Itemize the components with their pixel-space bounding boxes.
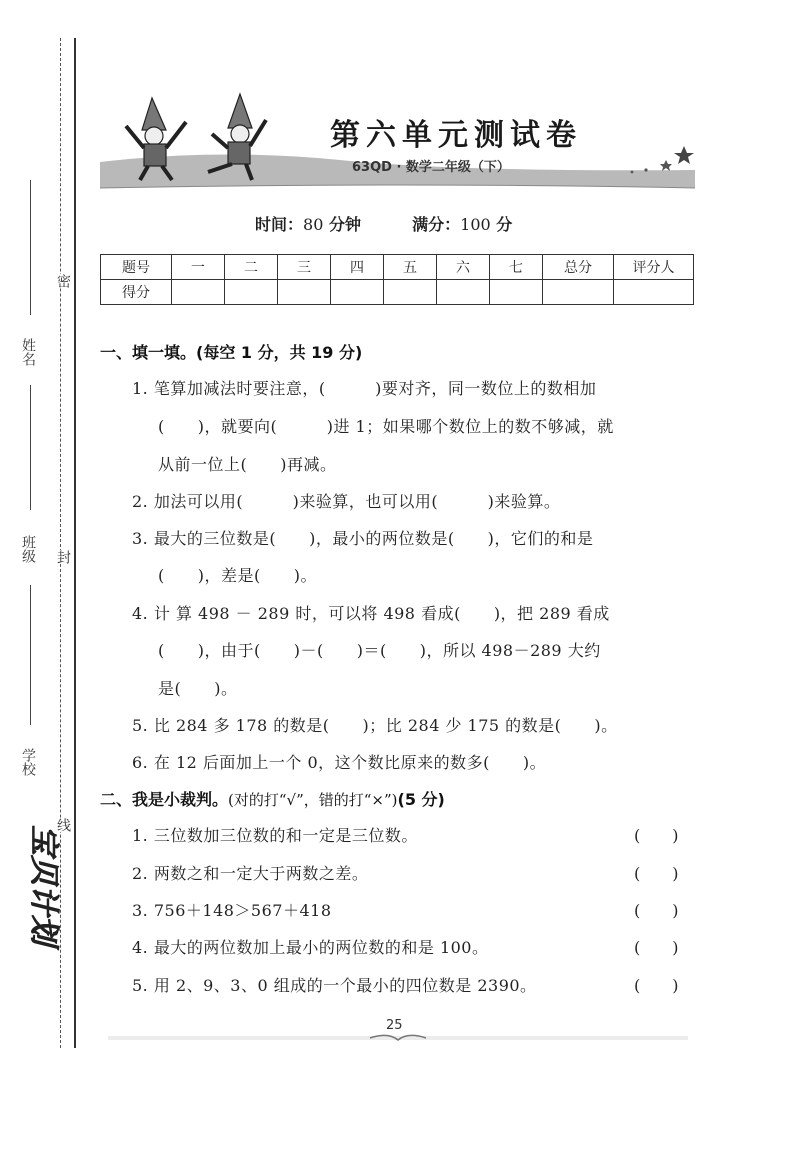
binding-solid-line bbox=[74, 38, 76, 1048]
question-line: 是( )。 bbox=[158, 679, 238, 698]
table-cell: 二 bbox=[225, 255, 278, 280]
score-input-cell[interactable] bbox=[614, 280, 694, 305]
question-line: ( )，由于( )－( )＝( )，所以 498－289 大约 bbox=[158, 641, 601, 660]
page-subtitle: 63QD · 数学二年级（下） bbox=[352, 160, 510, 175]
section2-points: (5 分) bbox=[397, 790, 445, 809]
name-label: 姓名 bbox=[20, 338, 36, 366]
judge-item: 1. 三位数加三位数的和一定是三位数。 bbox=[132, 826, 418, 845]
answer-blank[interactable]: ( ) bbox=[634, 864, 679, 883]
name-underline bbox=[30, 180, 31, 315]
score-label: 满分： bbox=[412, 215, 461, 234]
judge-item: 5. 用 2、9、3、0 组成的一个最小的四位数是 2390。 bbox=[132, 976, 537, 995]
section1-heading bbox=[100, 340, 362, 363]
table-cell: 总分 bbox=[543, 255, 614, 280]
question-line: 从前一位上( )再减。 bbox=[158, 455, 337, 474]
answer-blank[interactable]: ( ) bbox=[634, 976, 679, 995]
score-input-cell[interactable] bbox=[278, 280, 331, 305]
question-line: 4. 计 算 498 － 289 时，可以将 498 看成( )，把 289 看成 bbox=[132, 604, 610, 623]
section1-points: (每空 1 分，共 19 分) bbox=[196, 343, 363, 362]
judge-item: 2. 两数之和一定大于两数之差。 bbox=[132, 864, 369, 883]
score-input-cell[interactable] bbox=[172, 280, 225, 305]
question-line: 2. 加法可以用( )来验算，也可以用( )来验算。 bbox=[132, 492, 561, 511]
answer-blank[interactable]: ( ) bbox=[634, 826, 679, 845]
score-input-cell[interactable] bbox=[490, 280, 543, 305]
score-input-cell[interactable] bbox=[437, 280, 490, 305]
question-line: ( )，差是( )。 bbox=[158, 566, 317, 585]
table-cell: 七 bbox=[490, 255, 543, 280]
school-underline bbox=[30, 585, 31, 725]
section2-instruction: (对的打“√”，错的打“×”) bbox=[228, 791, 398, 809]
time-unit: 分钟 bbox=[328, 215, 361, 234]
judge-item: 4. 最大的两位数加上最小的两位数的和是 100。 bbox=[132, 938, 489, 957]
table-cell: 五 bbox=[384, 255, 437, 280]
question-line: 5. 比 284 多 178 的数是( )；比 284 少 175 的数是( )。 bbox=[132, 716, 618, 735]
time-value: 80 bbox=[303, 215, 324, 234]
seal-char-feng: 封 bbox=[55, 550, 71, 564]
question-line: 6. 在 12 后面加上一个 0，这个数比原来的数多( )。 bbox=[132, 753, 547, 772]
judge-item: 3. 756＋148＞567＋418 bbox=[132, 901, 332, 920]
section2-heading bbox=[100, 787, 445, 810]
question-line: ( )，就要向( )进 1；如果哪个数位上的数不够减，就 bbox=[158, 417, 614, 436]
section2-title: 二、我是小裁判。 bbox=[100, 790, 229, 809]
page-title: 第六单元测试卷 bbox=[330, 118, 582, 153]
exam-time-info bbox=[255, 212, 512, 235]
school-label: 学校 bbox=[20, 748, 36, 776]
svg-text:宝贝计划: 宝贝计划 bbox=[26, 825, 61, 945]
table-cell: 题号 bbox=[101, 255, 172, 280]
table-cell: 六 bbox=[437, 255, 490, 280]
score-table-score-row bbox=[101, 280, 694, 305]
answer-blank[interactable]: ( ) bbox=[634, 901, 679, 920]
answer-blank[interactable]: ( ) bbox=[634, 938, 679, 957]
question-line: 3. 最大的三位数是( )，最小的两位数是( )，它们的和是 bbox=[132, 529, 594, 548]
seal-char-mi: 密 bbox=[55, 274, 71, 288]
score-table-header-row bbox=[101, 255, 694, 280]
section1-title: 一、填一填。 bbox=[100, 343, 197, 362]
table-cell: 得分 bbox=[101, 280, 172, 305]
time-label: 时间： bbox=[255, 215, 304, 234]
page-number: 25 bbox=[386, 1018, 403, 1033]
class-underline bbox=[30, 385, 31, 510]
score-input-cell[interactable] bbox=[384, 280, 437, 305]
seal-char-xian: 线 bbox=[55, 818, 71, 832]
table-cell: 三 bbox=[278, 255, 331, 280]
question-line: 1. 笔算加减法时要注意，( )要对齐，同一数位上的数相加 bbox=[132, 379, 597, 398]
class-label: 班级 bbox=[20, 535, 36, 563]
score-input-cell[interactable] bbox=[331, 280, 384, 305]
score-input-cell[interactable] bbox=[543, 280, 614, 305]
footer-divider bbox=[108, 1034, 688, 1042]
table-cell: 一 bbox=[172, 255, 225, 280]
score-value: 100 bbox=[460, 215, 491, 234]
brand-logo bbox=[12, 815, 61, 975]
table-cell: 四 bbox=[331, 255, 384, 280]
score-input-cell[interactable] bbox=[225, 280, 278, 305]
table-cell: 评分人 bbox=[614, 255, 694, 280]
score-table bbox=[100, 254, 694, 305]
score-unit: 分 bbox=[496, 215, 513, 234]
